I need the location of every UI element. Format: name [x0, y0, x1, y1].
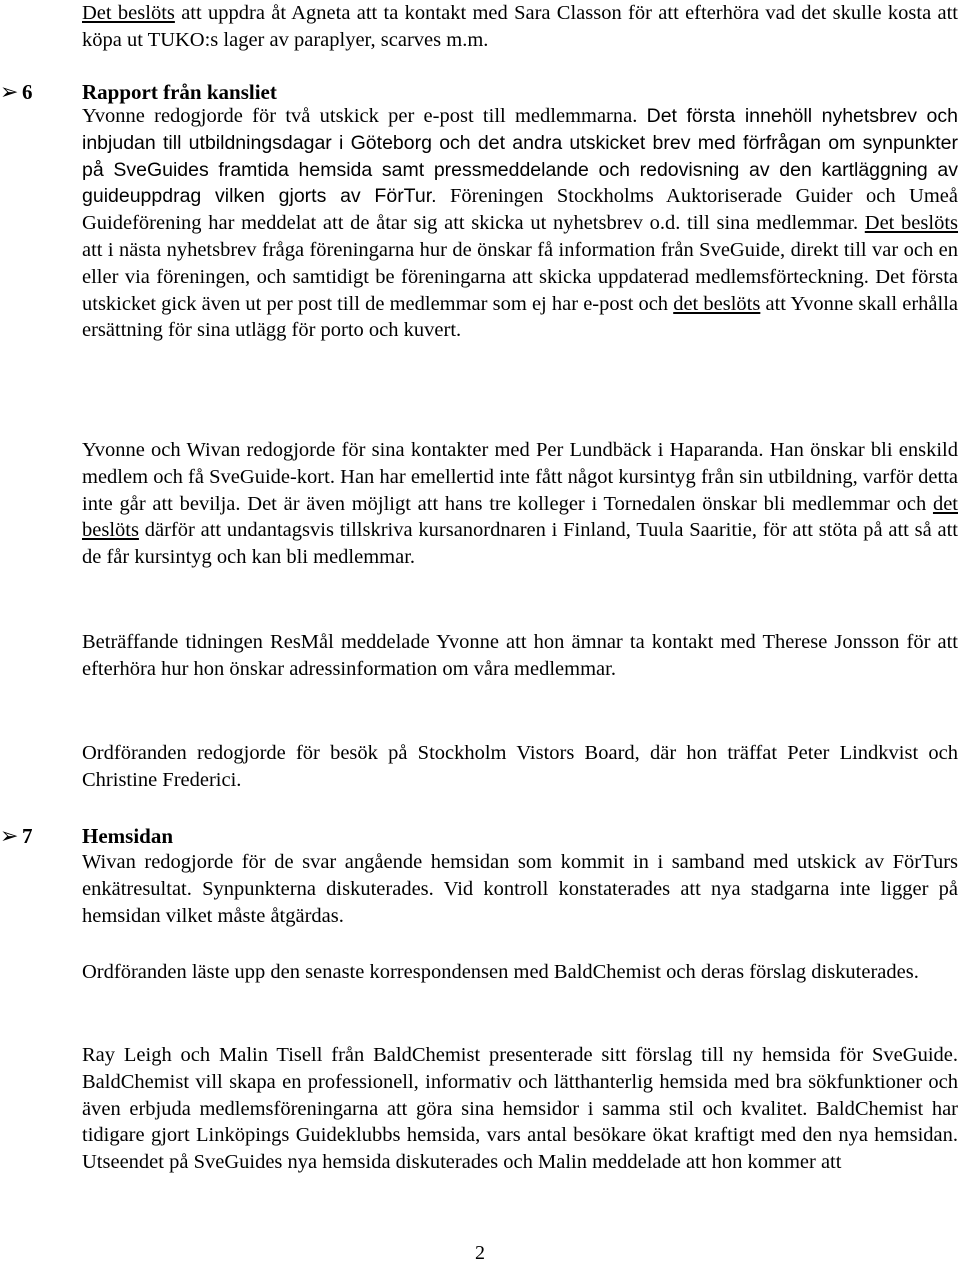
text-run: Ordföranden läste upp den senaste korrespondensen med BaldChemist och deras förslag diskuterades. — [82, 961, 919, 983]
paragraph-6-4 — [82, 740, 958, 794]
paragraph-intro — [82, 0, 958, 54]
text-run: att i nästa nyhetsbrev fråga föreningarna hur de önskar få information från SveGuide, direkt till var och en eller via föreningen, och samtidigt be föreningarna att skicka uppdaterad medlemsförteckning. Det första utskicket gick även ut per post till de medlemmar som ej har e-post och — [82, 238, 958, 315]
text-run: Ray Leigh och Malin Tisell från BaldChemist presenterade sitt förslag till ny hemsida för SveGuide. BaldChemist vill skapa en professionell, informativ och lätthanterlig hemsida med bra sökfunktioner och även erbjuda medlemsföreningarna att göra sina hemsidor i samma stil och kvalitet. BaldChemist har tidigare gjort Linköpings Guideklubbs hemsida, vars antal besökare ökat kraftigt med den nya hemsidan. Utseendet på SveGuides nya hemsida diskuterades och Malin meddelade att hon kommer att — [82, 1044, 958, 1174]
paragraph-6-1 — [82, 103, 958, 344]
text-run: Yvonne och Wivan redogjorde för sina kontakter med Per Lundbäck i Haparanda. Han önskar bli enskild medlem och få SveGuide-kort. Han har emellertid inte fått något kursintyg från sin utbildning, varför detta inte går att bevilja. Det är även möjligt att hans tre kolleger i Tornedalen önskar bli medlemmar och — [82, 439, 958, 515]
section-number: 6 — [22, 80, 33, 104]
section-heading-7 — [0, 822, 960, 850]
bullet-arrow-icon: ➢ — [0, 79, 19, 104]
bullet-arrow-icon: ➢ — [0, 823, 19, 848]
text-run: Det första innehöll nyhetsbrev och inbjudan till utbildningsdagar i Göteborg och det andra utskicket brev med förfrågan om synpunkter på SveGuides framtida hemsida samt pressmeddelande och redovisning av den kartläggning av guideuppdrag vilken gjorts av FörTur. — [82, 105, 958, 208]
text-run: Beträffande tidningen ResMål meddelade Yvonne att hon ämnar ta kontakt med Therese Jonsson för att efterhöra hur hon önskar adressinformation om våra medlemmar. — [82, 631, 958, 680]
text-run: Wivan redogjorde för de svar angående hemsidan som kommit in i samband med utskick av FörTurs enkätresultat. Synpunkterna diskuterades. Vid kontroll konstaterades att nya stadgarna inte ligger på hemsidan vilket måste åtgärdas. — [82, 851, 958, 927]
paragraph-6-2 — [82, 437, 958, 571]
text-run: Yvonne redogjorde för två utskick per e-post till medlemmarna. — [82, 105, 647, 127]
underlined-phrase: det beslöts — [673, 292, 761, 315]
text-run — [82, 185, 958, 341]
text-run: att Yvonne skall erhålla ersättning för sina utlägg för porto och kuvert. — [82, 292, 958, 342]
text-run: därför att undantagsvis tillskriva kursanordnaren i Finland, Tuula Saaritie, för att stöta på att så att de får kursintyg och kan bli medlemmar. — [82, 519, 958, 569]
text-run — [82, 105, 647, 127]
underlined-phrase: Det beslöts — [864, 212, 959, 235]
text-run: Ordföranden redogjorde för besök på Stockholm Vistors Board, där hon träffat Peter Lindkvist och Christine Frederici. — [82, 742, 958, 791]
paragraph-7-3 — [82, 1042, 958, 1176]
section-number: 7 — [22, 824, 33, 848]
page-number: 2 — [475, 1242, 485, 1264]
section-heading-6 — [0, 78, 960, 106]
section-title: Hemsidan — [82, 824, 174, 848]
underlined-phrase: det beslöts — [82, 492, 958, 542]
text-run: Föreningen Stockholms Auktoriserade Guider och Umeå Guideförening har meddelat att de åtar sig att skicka ut nyhetsbrev o.d. till sina medlemmar. — [82, 185, 958, 235]
section-title: Rapport från kansliet — [82, 80, 277, 104]
text-run: att uppdra åt Agneta att ta kontakt med Sara Classon för att efterhöra vad det skulle kosta att köpa ut TUKO:s lager av paraplyer, scarves m.m. — [82, 2, 959, 51]
paragraph-6-3 — [82, 629, 958, 683]
paragraph-7-2 — [82, 959, 958, 986]
paragraph-7-1 — [82, 849, 958, 929]
underlined-phrase: Det beslöts — [82, 2, 175, 24]
